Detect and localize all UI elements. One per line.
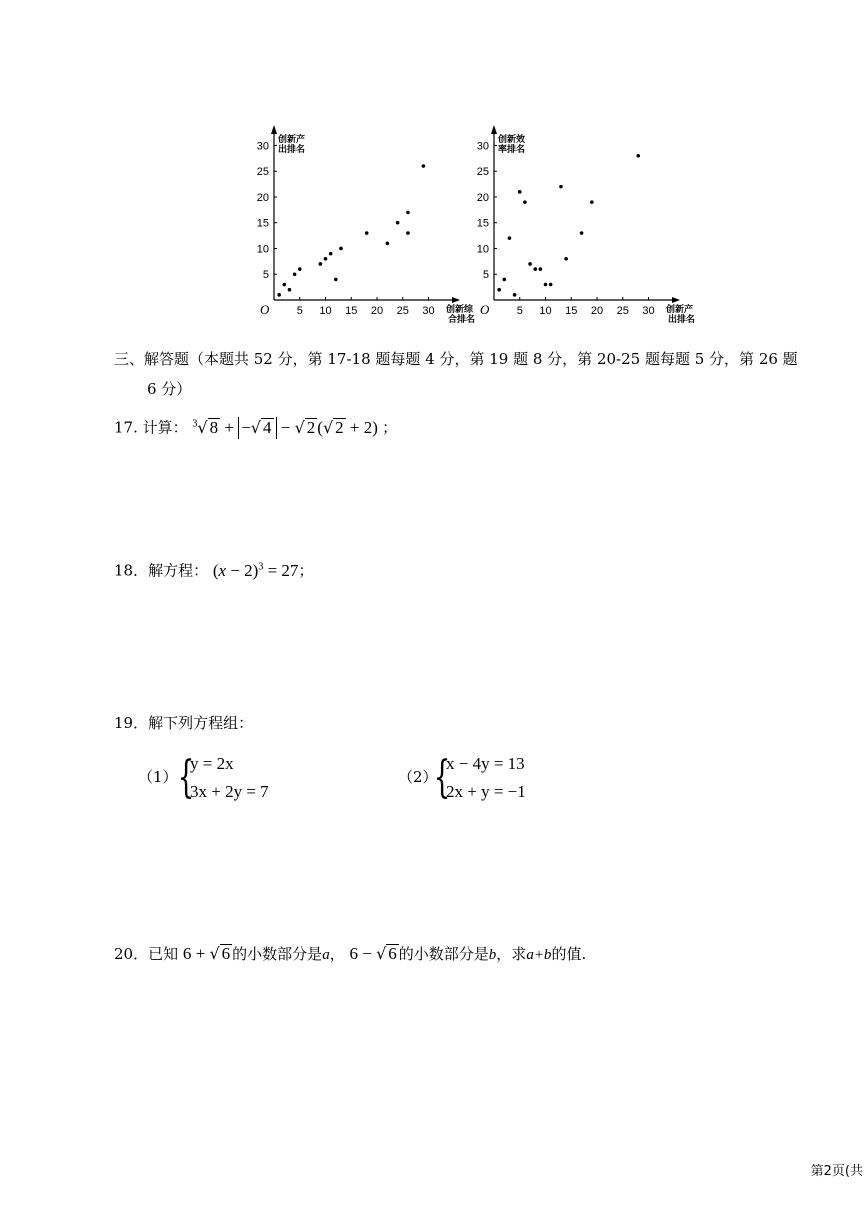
chart-svg [470,122,696,337]
section-header [114,344,824,404]
y-tick-label: 25 [476,166,489,179]
question-20 [114,943,586,966]
system-1-eq1: y = 2x [190,754,234,773]
data-point [513,293,517,297]
data-point [497,288,501,292]
x-tick-label: 5 [296,305,303,317]
data-point [339,247,343,251]
y-tick-label: 20 [256,191,269,204]
question-17-number: 17. 计算： [114,418,188,437]
x-axis-label-line2: 合排名 [448,315,476,325]
y-axis-label-line2: 出排名 [278,145,306,155]
x-tick-label: 20 [590,305,604,317]
question-20-expr-a: 6 + √ 6 [182,944,231,963]
data-point [283,283,287,287]
data-point [564,257,568,261]
question-17 [114,413,397,439]
question-20-var-a: a [322,947,330,963]
x-tick-label: 25 [396,305,409,317]
system-2-brace: { [433,752,451,803]
y-axis-arrow [491,125,497,134]
question-19 [114,712,253,734]
y-tick-label: 5 [262,269,269,282]
x-tick-label: 5 [516,305,523,317]
data-point [518,190,522,194]
y-tick-label: 30 [256,140,269,153]
x-tick-label: 30 [642,305,655,317]
section-title-line2: 6 分） [147,380,192,398]
y-tick-label: 20 [476,191,489,204]
x-axis-label-line2: 出排名 [668,315,696,325]
data-point [277,293,281,297]
data-point [396,221,400,225]
system-2 [398,752,578,812]
x-tick-label: 25 [616,305,629,317]
data-point [324,257,328,261]
origin-label: O [260,302,270,317]
data-point [559,185,563,189]
data-point [508,236,512,240]
data-point [590,200,594,204]
data-point [422,164,426,168]
section-title-line1: 三、解答题（本题共 52 分，第 17-18 题每题 4 分，第 19 题 8 分，第 20-25 题每题 5 分，第 26 题 [114,350,798,368]
question-20-part-a: 的小数部分是 [232,945,323,963]
y-axis-label-line2: 率排名 [498,145,526,155]
question-18-number: 18．解方程： [114,561,209,580]
system-2-eq1: x − 4y = 13 [446,754,525,773]
data-point [636,154,640,158]
x-tick-label: 10 [539,305,552,317]
question-18 [114,556,313,582]
x-tick-label: 30 [422,305,435,317]
question-20-end: 的值. [551,945,587,963]
x-tick-label: 10 [319,305,332,317]
origin-label: O [480,302,490,317]
system-1-brace: { [177,752,195,803]
x-tick-label: 15 [345,305,358,317]
question-20-tail: ，求 [496,945,527,963]
system-1-eq2: 3x + 2y = 7 [190,782,269,801]
data-point [334,278,338,282]
data-point [528,262,532,266]
data-point [549,283,553,287]
data-point [523,200,527,204]
y-tick-label: 10 [476,243,489,256]
system-1-label: （1） [138,768,178,786]
x-tick-label: 15 [565,305,578,317]
chart-svg [250,122,476,337]
question-18-equation: $(x - 2)^3 = 27$ [212,560,299,580]
data-point [386,242,390,246]
data-point [329,252,333,256]
data-point [298,267,302,271]
data-point [503,278,507,282]
data-point [406,231,410,235]
data-point [288,288,292,292]
data-point [533,267,537,271]
page-footer: 第2页(共 [810,1164,863,1179]
scatter-chart-innovation-efficiency [470,122,696,337]
system-1 [138,752,318,812]
y-tick-label: 15 [256,217,269,230]
data-point [580,231,584,235]
data-point [406,211,410,215]
data-point [319,262,323,266]
question-19-number: 19．解下列方程组： [114,714,254,732]
question-20-number: 20．已知 [114,945,179,963]
x-axis-label-line1: 创新综 [446,305,474,315]
data-point [365,231,369,235]
y-tick-label: 30 [476,140,489,153]
question-17-expression: $^3$√ 8 + −√ 4 − √ 2 (√ 2 + 2) [192,417,383,437]
x-tick-label: 20 [370,305,384,317]
question-20-expr: a+b [526,947,552,963]
y-axis-label-line1: 创新效 [498,135,526,145]
x-axis-arrow [452,297,460,303]
question-20-sep: ， [329,945,345,963]
x-axis-arrow [672,297,680,303]
y-tick-label: 15 [476,217,489,230]
scatter-chart-innovation-output [250,122,476,337]
y-tick-label: 25 [256,166,269,179]
system-2-eq2: 2x + y = −1 [446,782,526,801]
data-point [293,272,297,276]
question-20-var-b: b [488,947,497,963]
data-point [539,267,543,271]
y-tick-label: 10 [256,243,269,256]
y-axis-label-line1: 创新产 [278,135,306,145]
question-17-tail: ； [382,418,398,437]
question-20-expr-b: 6 − √ 6 [349,944,397,963]
system-2-label: （2） [398,768,438,786]
y-tick-label: 5 [482,269,489,282]
data-point [544,283,548,287]
x-axis-label-line1: 创新产 [666,305,694,315]
question-20-part-b: 的小数部分是 [398,945,489,963]
y-axis-arrow [271,125,277,134]
question-18-tail: ； [298,561,314,580]
